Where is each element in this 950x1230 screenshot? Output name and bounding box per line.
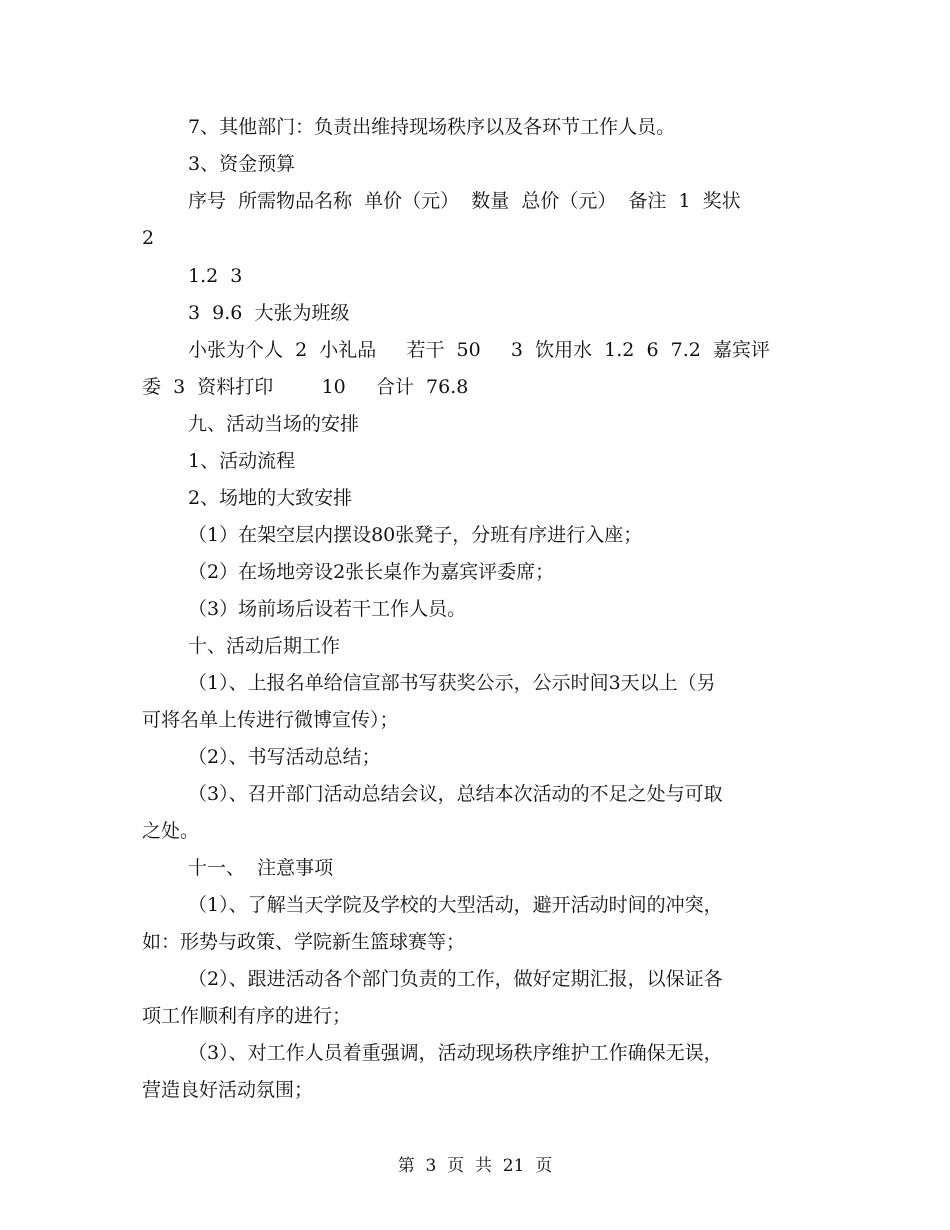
paragraph-line: （2）、跟进活动各个部门负责的工作，做好定期汇报，以保证各 [188,968,723,990]
section-heading: 1、活动流程 [188,450,296,472]
paragraph-line: （3）、召开部门活动总结会议，总结本次活动的不足之处与可取 [188,783,723,805]
paragraph-line: （1）、上报名单给信宣部书写获奖公示，公示时间3天以上（另 [188,672,716,694]
paragraph-line: 如：形势与政策、学院新生篮球赛等； [142,931,466,953]
paragraph-line: （2）在场地旁设2张长桌作为嘉宾评委席； [188,561,555,583]
paragraph-line: 之处。 [142,820,200,842]
paragraph-line: （2）、书写活动总结； [188,746,381,768]
paragraph-line: （3）场前场后设若干工作人员。 [188,598,467,620]
paragraph-line: 1.2 3 [188,265,243,287]
paragraph-line: 7、其他部门：负责出维持现场秩序以及各环节工作人员。 [188,116,676,138]
paragraph-line: 委 3 资料打印 10 合计 76.8 [142,376,469,398]
paragraph-line: 3 9.6 大张为班级 [188,302,350,324]
paragraph-line: 序号 所需物品名称 单价（元） 数量 总价（元） 备注 1 奖状 [188,190,741,212]
section-heading: 十、活动后期工作 [188,635,341,657]
page-number-footer: 第 3 页 共 21 页 [397,1156,553,1176]
paragraph-line: （3）、对工作人员着重强调，活动现场秩序维护工作确保无误， [188,1042,723,1064]
section-heading: 九、活动当场的安排 [188,413,360,435]
paragraph-line: 可将名单上传进行微博宣传）； [142,709,399,731]
paragraph-line: 项工作顺利有序的进行； [142,1005,352,1027]
paragraph-line: （1）、了解当天学院及学校的大型活动，避开活动时间的冲突， [188,894,723,916]
section-heading: 3、资金预算 [188,153,296,175]
paragraph-line: 2 [142,227,155,249]
section-heading: 十一、 注意事项 [188,857,334,879]
section-heading: 2、场地的大致安排 [188,487,353,509]
paragraph-line: 营造良好活动氛围； [142,1079,314,1101]
paragraph-line: 小张为个人 2 小礼品 若干 50 3 饮用水 1.2 6 7.2 嘉宾评 [188,339,770,361]
paragraph-line: （1）在架空层内摆设80张凳子，分班有序进行入座； [188,524,643,546]
